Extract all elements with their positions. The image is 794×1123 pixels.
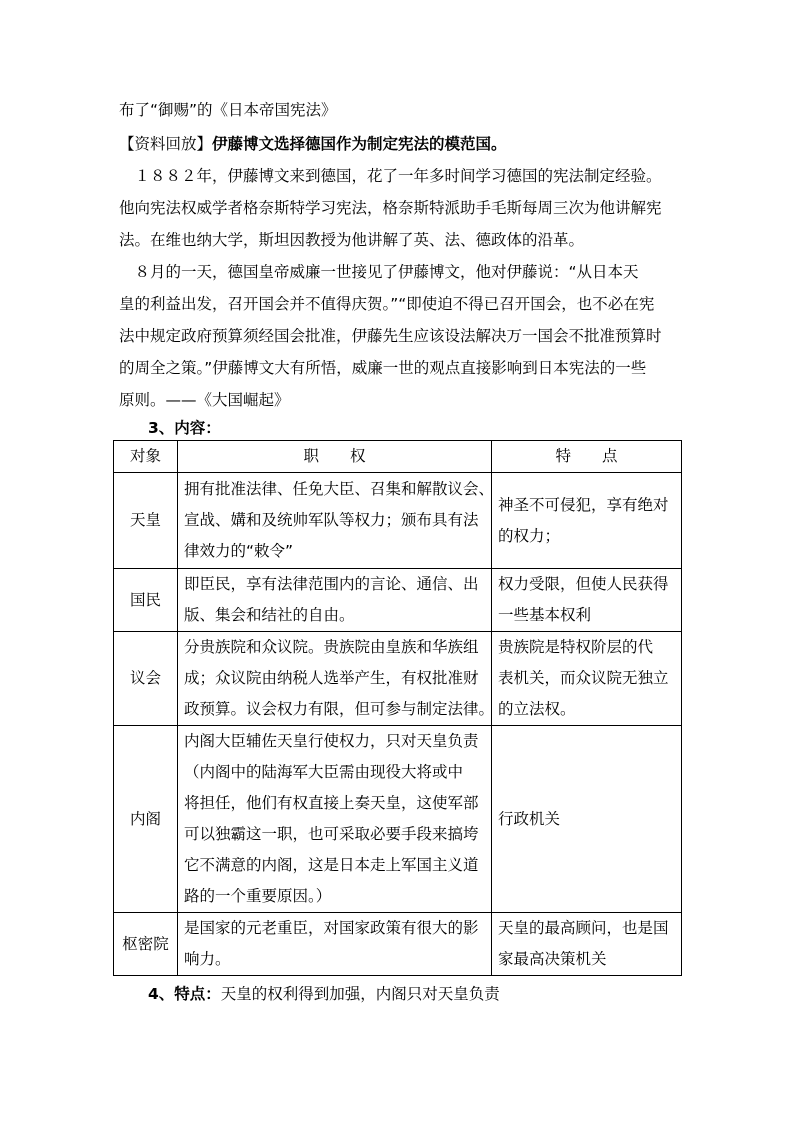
- cell-line: 内阁大臣辅佐天皇行使权力，只对天皇负责: [184, 732, 479, 750]
- cell-line: 成；众议院由纳税人选举产生，有权批准财: [184, 669, 479, 687]
- row-object: 内阁: [114, 726, 178, 913]
- cell-line: 即臣民，享有法律范围内的言论、通信、出: [184, 575, 479, 593]
- row-features: [492, 473, 682, 569]
- row-powers: [178, 569, 492, 632]
- cell-line: 它不满意的内阁，这是日本走上军国主义道: [184, 856, 479, 874]
- cell-line: 的立法权。: [498, 700, 576, 718]
- cell-line: （内阁中的陆海军大臣需由现役大将或中: [184, 763, 464, 781]
- table-row: [114, 726, 682, 913]
- paragraph-line: １８８２年，伊藤博文来到德国，花了一年多时间学习德国的宪法制定经验。: [119, 167, 662, 185]
- paragraph-line: 他向宪法权威学者格奈斯特学习宪法，格奈斯特派助手毛斯每周三次为他讲解宪: [119, 199, 662, 217]
- intro-line: 布了“御赐”的《日本帝国宪法》: [119, 101, 337, 119]
- header-object: 对象: [114, 441, 178, 473]
- cell-line: 的权力；: [498, 526, 561, 545]
- cell-line: 律效力的“敕令”: [184, 542, 294, 560]
- section-3-label: 3、内容：: [148, 419, 221, 437]
- cell-line: 版、集会和结社的自由。: [184, 606, 355, 624]
- paragraph-line: 法中规定政府预算须经国会批准，伊藤先生应该设法解决万一国会不批准预算时: [119, 327, 662, 345]
- paragraph-line: 皇的利益出发，召开国会并不值得庆贺。”“即使迫不得已召开国会，也不必在宪: [119, 295, 655, 313]
- row-object: 议会: [114, 632, 178, 726]
- cell-line: 政预算。议会权力有限，但可参与制定法律。: [184, 700, 495, 718]
- row-powers: [178, 913, 492, 976]
- cell-line: 贵族院是特权阶层的代: [498, 638, 654, 656]
- cell-line: 一些基本权利: [498, 606, 592, 624]
- cell-line: 可以独霸这一职，也可采取必要手段来搞垮: [184, 825, 479, 843]
- row-object: 天皇: [114, 473, 178, 569]
- row-features: [492, 726, 682, 913]
- material-title: 伊藤博文选择德国作为制定宪法的模范国。: [212, 135, 507, 153]
- cell-line: 天皇的最高顾问，也是国: [498, 919, 669, 937]
- cell-line: 神圣不可侵犯，享有绝对: [498, 495, 669, 514]
- section-4-text: 天皇的权利得到加强，内阁只对天皇负责: [220, 985, 500, 1003]
- material-heading: [119, 134, 507, 154]
- cell-line: 是国家的元老重臣，对国家政策有很大的影: [184, 919, 479, 937]
- header-features: 特 点: [492, 441, 682, 473]
- cell-line: 家最高决策机关: [498, 950, 607, 968]
- cell-line: 将担任，他们有权直接上奏天皇，这使军部: [184, 794, 479, 812]
- cell-line: 行政机关: [498, 809, 561, 828]
- paragraph-line: 法。在维也纳大学，斯坦因教授为他讲解了英、法、德政体的沿革。: [119, 231, 585, 249]
- table-header-row: [114, 441, 682, 473]
- paragraph-line: 原则。——《大国崛起》: [119, 391, 290, 409]
- row-features: [492, 569, 682, 632]
- cell-line: 表机关，而众议院无独立: [498, 669, 669, 687]
- paragraph-line: ８月的一天，德国皇帝威廉一世接见了伊藤博文，他对伊藤说：“从日本天: [119, 263, 639, 281]
- rights-table: [113, 440, 682, 976]
- header-powers: 职 权: [178, 441, 492, 473]
- row-features: [492, 632, 682, 726]
- paragraph-line: 的周全之策。”伊藤博文大有所悟，威廉一世的观点直接影响到日本宪法的一些: [119, 359, 647, 377]
- row-features: [492, 913, 682, 976]
- table-row: [114, 913, 682, 976]
- row-powers: [178, 726, 492, 913]
- cell-line: 宣战、媾和及统帅军队等权力；颁布具有法: [184, 511, 479, 529]
- cell-line: 拥有批准法律、任免大臣、召集和解散议会、: [184, 480, 495, 498]
- cell-line: 权力受限，但使人民获得: [498, 575, 669, 593]
- table-row: [114, 569, 682, 632]
- cell-line: 路的一个重要原因。）: [184, 887, 332, 905]
- cell-line: 响力。: [184, 950, 231, 968]
- row-object: 国民: [114, 569, 178, 632]
- section-4-label: 4、特点：: [148, 985, 221, 1003]
- material-tag: 【资料回放】: [119, 135, 213, 153]
- table-row: [114, 632, 682, 726]
- section-4: [148, 984, 500, 1004]
- table-row: [114, 473, 682, 569]
- cell-line: 分贵族院和众议院。贵族院由皇族和华族组: [184, 638, 479, 656]
- row-object: 枢密院: [114, 913, 178, 976]
- row-powers: [178, 473, 495, 569]
- row-powers: [178, 632, 495, 726]
